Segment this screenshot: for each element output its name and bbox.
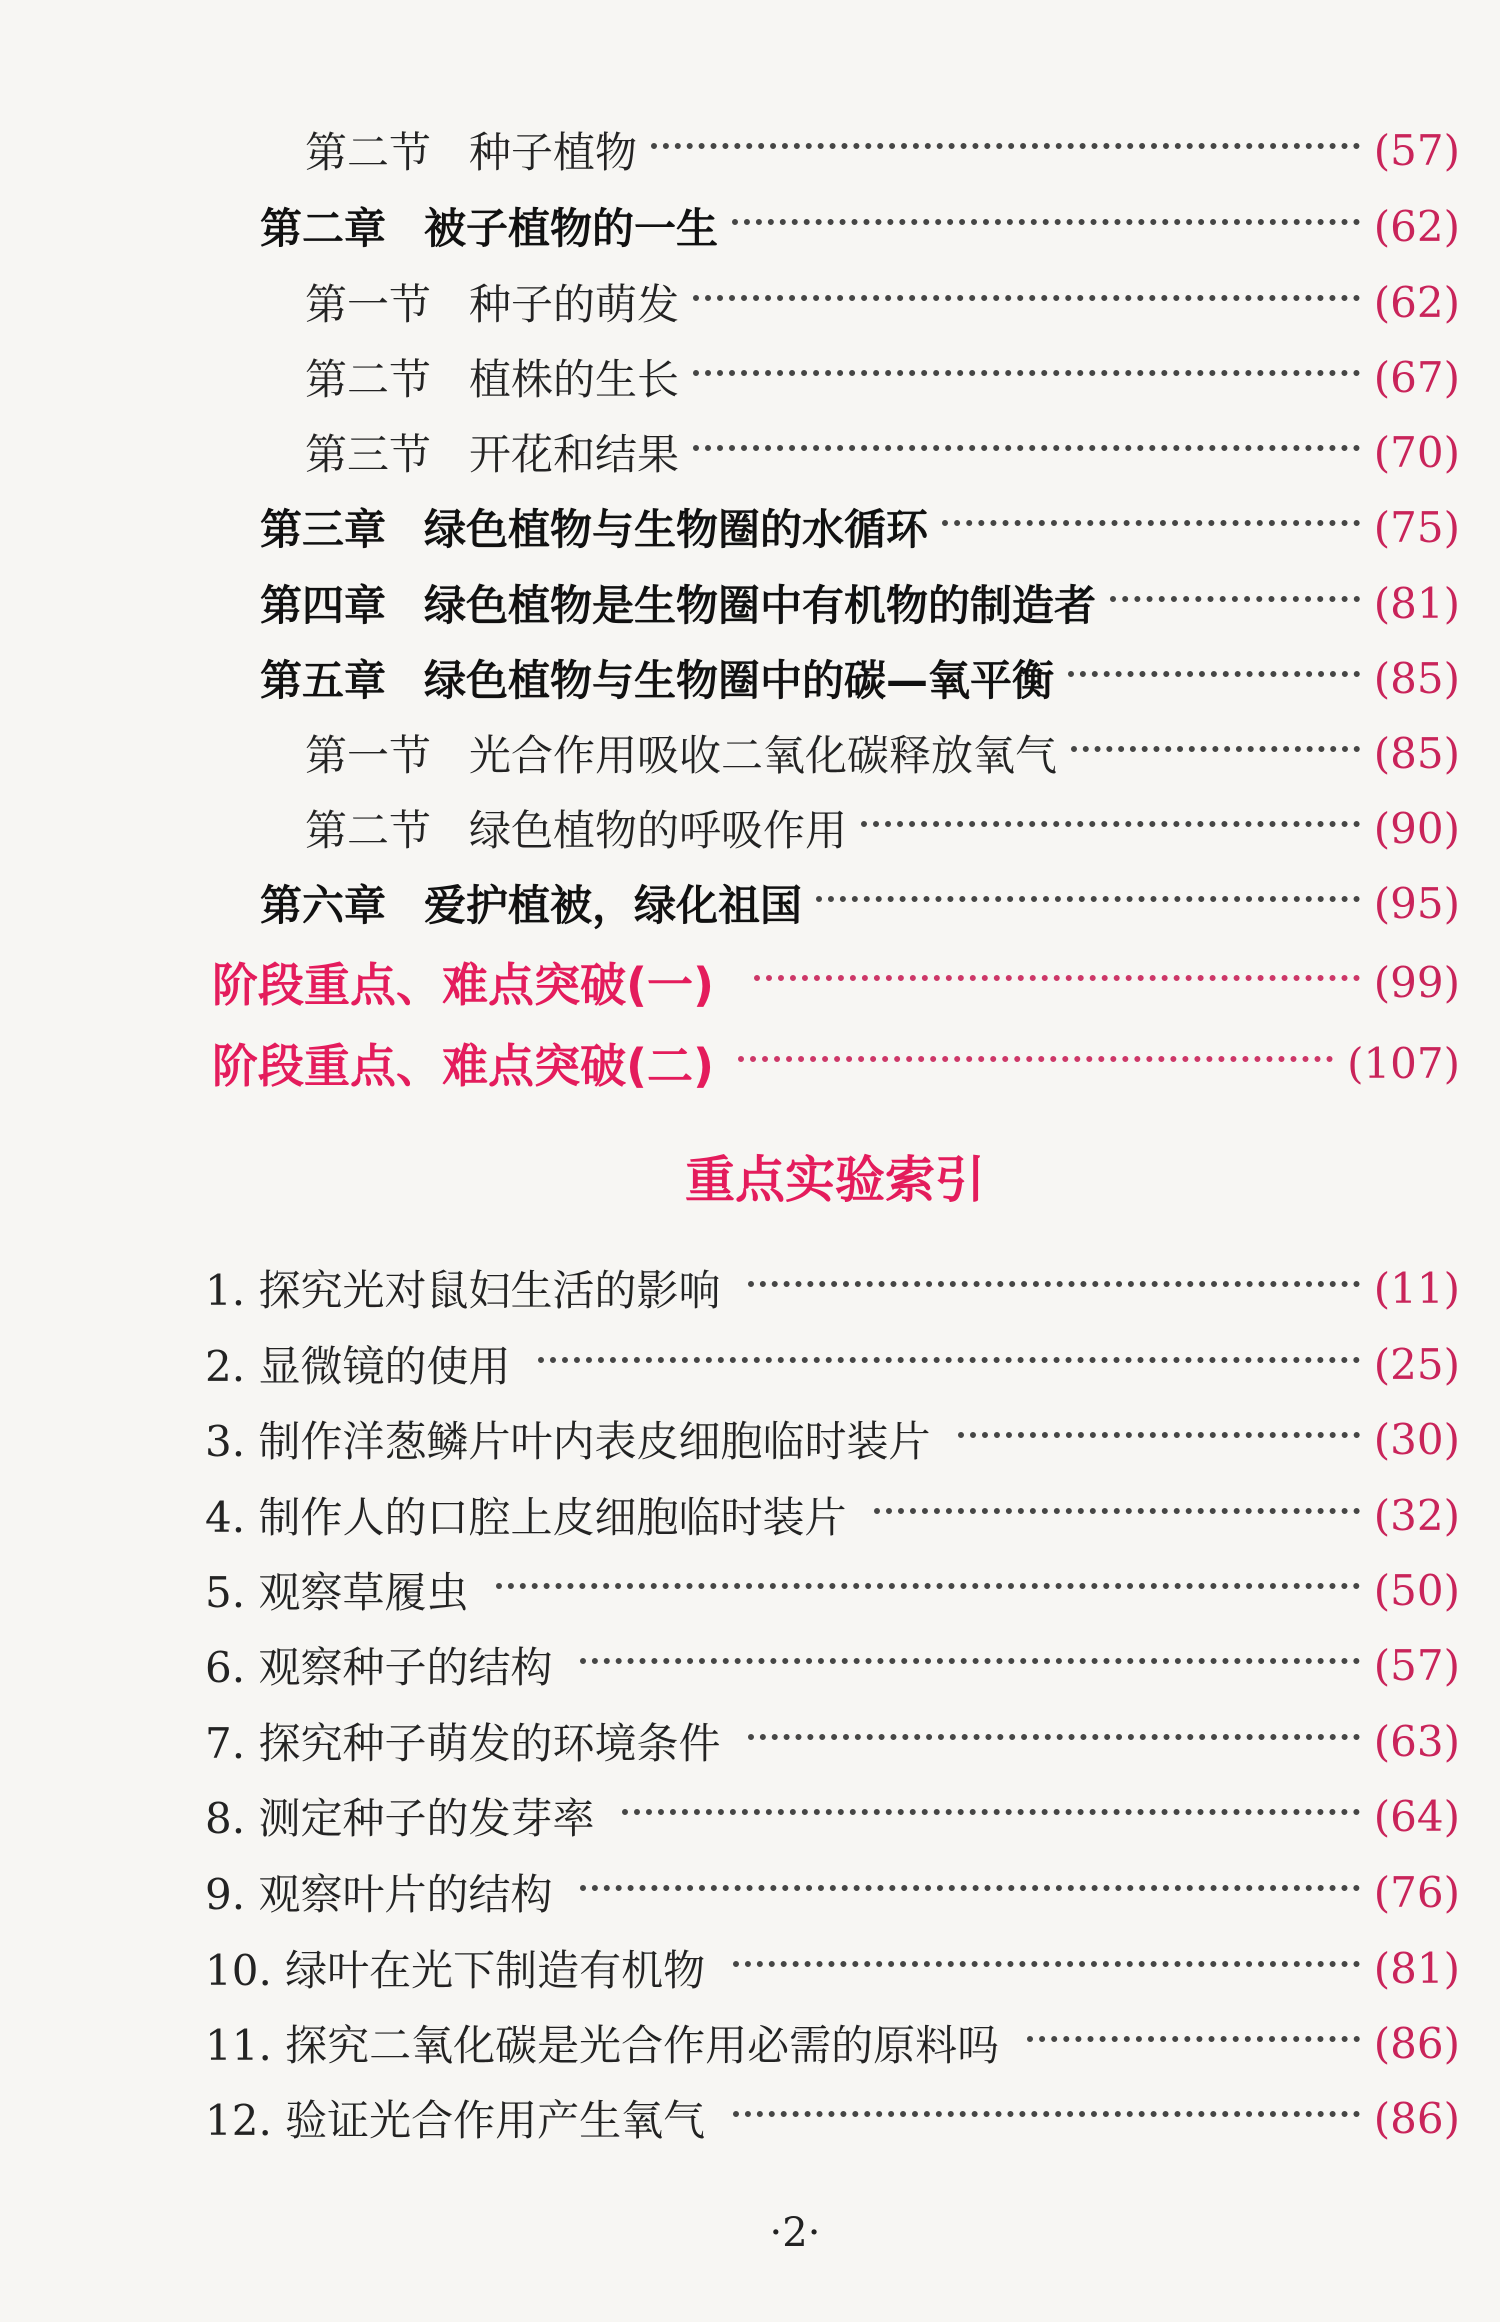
dot-leader bbox=[748, 1734, 1359, 1740]
dot-leader bbox=[748, 1281, 1359, 1287]
entry-label: 第一节 bbox=[305, 731, 432, 780]
entry-title: 探究光对鼠妇生活的影响 bbox=[258, 1266, 721, 1315]
entry-page: (62) bbox=[1373, 277, 1460, 327]
experiment-entry[interactable] bbox=[205, 1258, 1460, 1318]
entry-page: (81) bbox=[1373, 578, 1460, 628]
entry-title: 阶段重点、难点突破(二) bbox=[212, 1039, 715, 1093]
dot-leader bbox=[732, 219, 1360, 225]
dot-leader bbox=[580, 1885, 1359, 1891]
entry-title: 显微镜的使用 bbox=[258, 1342, 511, 1391]
entry-page: (75) bbox=[1373, 502, 1460, 552]
dot-leader bbox=[693, 445, 1360, 451]
entry-title: 制作洋葱鳞片叶内表皮细胞临时装片 bbox=[258, 1417, 931, 1466]
entry-number: 11. bbox=[205, 2021, 272, 2070]
entry-title: 绿色植物与生物圈的水循环 bbox=[424, 505, 929, 554]
toc-entry-stage[interactable] bbox=[212, 952, 1460, 1012]
dot-leader bbox=[651, 143, 1360, 149]
entry-title: 爱护植被，绿化祖国 bbox=[424, 881, 803, 930]
entry-title: 制作人的口腔上皮细胞临时装片 bbox=[258, 1493, 847, 1542]
toc-entry[interactable] bbox=[260, 196, 1460, 256]
entry-page: (85) bbox=[1373, 653, 1460, 703]
entry-number: 6. bbox=[205, 1643, 246, 1692]
entry-number: 12. bbox=[205, 2096, 272, 2145]
dot-leader bbox=[861, 821, 1360, 827]
entry-title: 种子的萌发 bbox=[469, 280, 680, 329]
entry-page: (107) bbox=[1347, 1038, 1460, 1088]
toc-entry[interactable] bbox=[260, 873, 1460, 933]
entry-page: (81) bbox=[1373, 1943, 1460, 1993]
entry-label: 第二节 bbox=[305, 128, 432, 177]
entry-title: 绿叶在光下制造有机物 bbox=[285, 1946, 706, 1995]
dot-leader bbox=[754, 975, 1360, 981]
dot-leader bbox=[1071, 746, 1360, 752]
entry-title: 测定种子的发芽率 bbox=[258, 1794, 595, 1843]
entry-title: 探究种子萌发的环境条件 bbox=[258, 1719, 721, 1768]
experiment-entry[interactable] bbox=[205, 1560, 1460, 1620]
entry-title: 绿色植物与生物圈中的碳—氧平衡 bbox=[424, 656, 1055, 705]
entry-title: 观察草履虫 bbox=[258, 1568, 469, 1617]
entry-number: 3. bbox=[205, 1417, 246, 1466]
toc-entry[interactable] bbox=[305, 120, 1460, 180]
entry-page: (62) bbox=[1373, 201, 1460, 251]
entry-page: (86) bbox=[1373, 2093, 1460, 2143]
experiment-entry[interactable] bbox=[205, 1938, 1460, 1998]
toc-entry[interactable] bbox=[260, 648, 1460, 708]
entry-page: (57) bbox=[1373, 125, 1460, 175]
entry-page: (32) bbox=[1373, 1490, 1460, 1540]
experiment-entry[interactable] bbox=[205, 1862, 1460, 1922]
dot-leader bbox=[1068, 671, 1360, 677]
index-heading: 重点实验索引 bbox=[685, 1151, 985, 1209]
entry-number: 9. bbox=[205, 1870, 246, 1919]
toc-entry[interactable] bbox=[260, 497, 1460, 557]
entry-page: (57) bbox=[1373, 1640, 1460, 1690]
experiment-entry[interactable] bbox=[205, 2013, 1460, 2073]
dot-leader bbox=[733, 2111, 1360, 2117]
entry-label: 第五章 bbox=[260, 656, 387, 705]
entry-title: 验证光合作用产生氧气 bbox=[285, 2096, 706, 2145]
experiment-entry[interactable] bbox=[205, 2088, 1460, 2148]
dot-leader bbox=[580, 1658, 1359, 1664]
entry-label: 第一节 bbox=[305, 280, 432, 329]
entry-page: (11) bbox=[1373, 1263, 1460, 1313]
toc-entry[interactable] bbox=[305, 422, 1460, 482]
entry-title: 开花和结果 bbox=[469, 430, 680, 479]
dot-leader bbox=[874, 1508, 1359, 1514]
entry-title: 观察叶片的结构 bbox=[258, 1870, 553, 1919]
entry-title: 被子植物的一生 bbox=[424, 204, 719, 253]
entry-label: 第三节 bbox=[305, 430, 432, 479]
dot-leader bbox=[693, 295, 1360, 301]
entry-title: 绿色植物的呼吸作用 bbox=[469, 806, 848, 855]
experiment-entry[interactable] bbox=[205, 1485, 1460, 1545]
entry-number: 4. bbox=[205, 1493, 246, 1542]
entry-page: (85) bbox=[1373, 728, 1460, 778]
experiment-entry[interactable] bbox=[205, 1711, 1460, 1771]
dot-leader bbox=[1110, 596, 1360, 602]
entry-page: (95) bbox=[1373, 878, 1460, 928]
dot-leader bbox=[942, 520, 1360, 526]
toc-entry[interactable] bbox=[305, 347, 1460, 407]
dot-leader bbox=[538, 1357, 1359, 1363]
entry-title: 观察种子的结构 bbox=[258, 1643, 553, 1692]
toc-entry[interactable] bbox=[305, 723, 1460, 783]
dot-leader bbox=[622, 1809, 1359, 1815]
entry-number: 2. bbox=[205, 1342, 246, 1391]
entry-page: (86) bbox=[1373, 2018, 1460, 2068]
entry-title: 光合作用吸收二氧化碳释放氧气 bbox=[469, 731, 1058, 780]
entry-number: 7. bbox=[205, 1719, 246, 1768]
experiment-entry[interactable] bbox=[205, 1786, 1460, 1846]
dot-leader bbox=[738, 1056, 1333, 1062]
dot-leader bbox=[733, 1961, 1360, 1967]
entry-page: (76) bbox=[1373, 1867, 1460, 1917]
entry-title: 绿色植物是生物圈中有机物的制造者 bbox=[424, 581, 1097, 630]
entry-page: (63) bbox=[1373, 1716, 1460, 1766]
entry-page: (64) bbox=[1373, 1791, 1460, 1841]
entry-page: (30) bbox=[1373, 1414, 1460, 1464]
entry-label: 第二节 bbox=[305, 806, 432, 855]
page-number: ·2· bbox=[769, 2210, 821, 2256]
experiment-entry[interactable] bbox=[205, 1334, 1460, 1394]
entry-page: (25) bbox=[1373, 1339, 1460, 1389]
entry-label: 第二章 bbox=[260, 204, 387, 253]
entry-page: (67) bbox=[1373, 352, 1460, 402]
entry-page: (50) bbox=[1373, 1565, 1460, 1615]
entry-title: 阶段重点、难点突破(一) bbox=[212, 958, 715, 1012]
entry-number: 5. bbox=[205, 1568, 246, 1617]
dot-leader bbox=[496, 1583, 1359, 1589]
entry-label: 第二节 bbox=[305, 355, 432, 404]
entry-label: 第六章 bbox=[260, 881, 387, 930]
experiment-entry[interactable] bbox=[205, 1635, 1460, 1695]
entry-label: 第四章 bbox=[260, 581, 387, 630]
dot-leader bbox=[693, 370, 1360, 376]
dot-leader bbox=[1027, 2036, 1360, 2042]
entry-title: 种子植物 bbox=[469, 128, 638, 177]
entry-number: 8. bbox=[205, 1794, 246, 1843]
toc-entry-stage[interactable] bbox=[212, 1033, 1460, 1093]
entry-title: 探究二氧化碳是光合作用必需的原料吗 bbox=[285, 2021, 1000, 2070]
entry-number: 1. bbox=[205, 1266, 246, 1315]
toc-entry[interactable] bbox=[305, 798, 1460, 858]
toc-entry[interactable] bbox=[260, 573, 1460, 633]
dot-leader bbox=[958, 1432, 1359, 1438]
entry-number: 10. bbox=[205, 1946, 272, 1995]
entry-title: 植株的生长 bbox=[469, 355, 680, 404]
entry-label: 第三章 bbox=[260, 505, 387, 554]
entry-page: (70) bbox=[1373, 427, 1460, 477]
dot-leader bbox=[816, 896, 1360, 902]
entry-page: (90) bbox=[1373, 803, 1460, 853]
toc-entry[interactable] bbox=[305, 272, 1460, 332]
experiment-entry[interactable] bbox=[205, 1409, 1460, 1469]
entry-page: (99) bbox=[1373, 957, 1460, 1007]
